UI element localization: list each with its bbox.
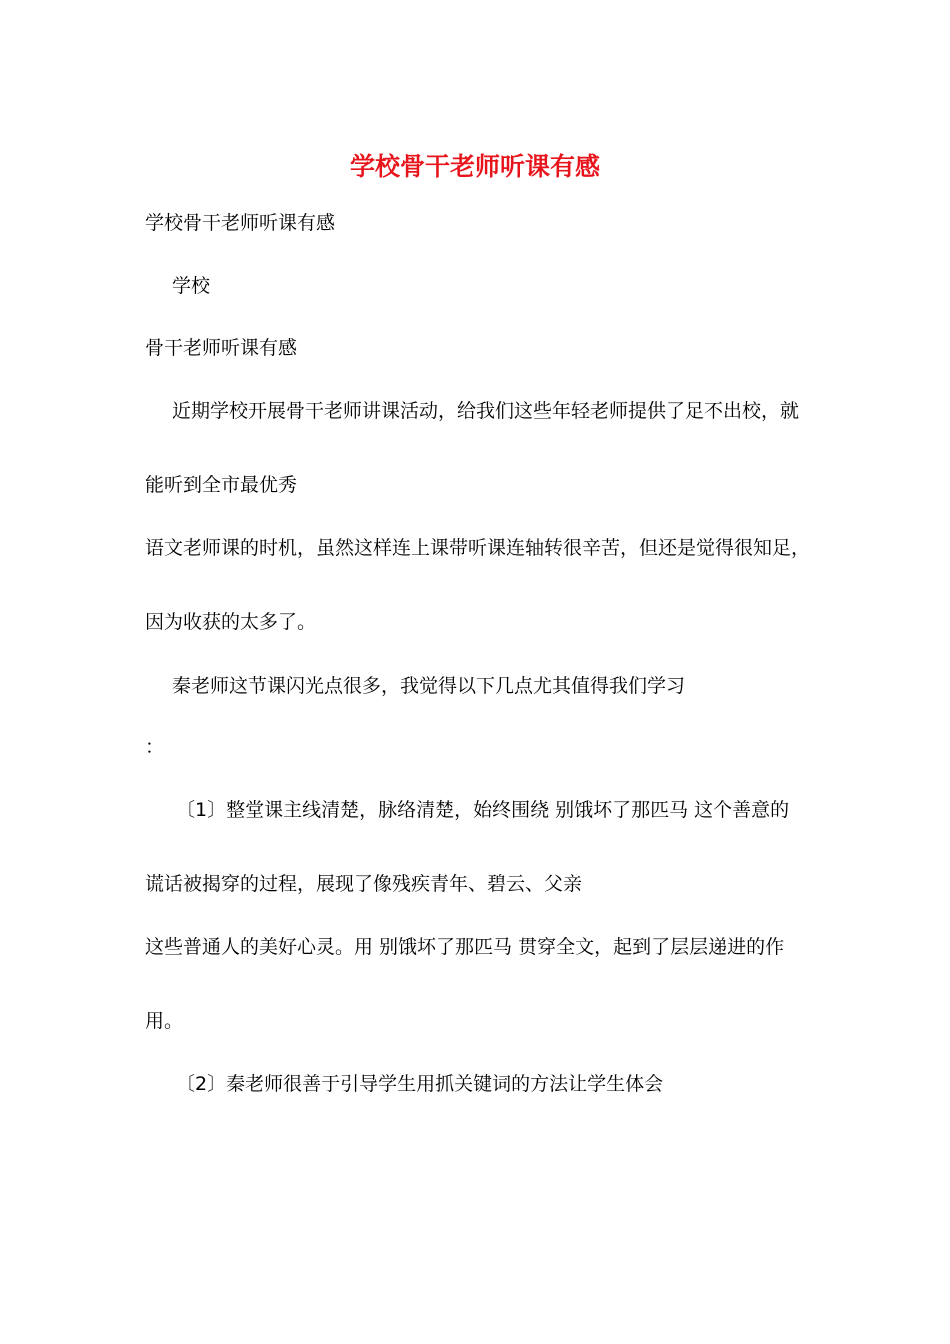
text-line: 这些普通人的美好心灵。用 别饿坏了那匹马 贯穿全文，起到了层层递进的作 xyxy=(145,936,785,958)
text-line: 近期学校开展骨干老师讲课活动，给我们这些年轻老师提供了足不出校，就 xyxy=(172,400,800,422)
document-title: 学校骨干老师听课有感 xyxy=(349,152,600,181)
text-line: 〔2〕秦老师很善于引导学生用抓关键词的方法让学生体会 xyxy=(176,1073,664,1095)
text-line-subtitle: 学校骨干老师听课有感 xyxy=(145,212,336,234)
text-line: 秦老师这节课闪光点很多，我觉得以下几点尤其值得我们学习 xyxy=(172,675,686,697)
text-line: 能听到全市最优秀 xyxy=(145,474,298,496)
text-line: 用。 xyxy=(145,1010,184,1032)
text-line: ： xyxy=(145,736,165,758)
text-line: 〔1〕整堂课主线清楚，脉络清楚，始终围绕 别饿坏了那匹马 这个善意的 xyxy=(176,799,790,821)
text-line: 语文老师课的时机，虽然这样连上课带听课连轴转很辛苦，但还是觉得很知足， xyxy=(145,537,811,559)
text-line: 因为收获的太多了。 xyxy=(145,611,317,633)
text-line: 学校 xyxy=(172,275,211,297)
text-line: 谎话被揭穿的过程，展现了像残疾青年、碧云、父亲 xyxy=(145,873,583,895)
text-line: 骨干老师听课有感 xyxy=(145,337,298,359)
